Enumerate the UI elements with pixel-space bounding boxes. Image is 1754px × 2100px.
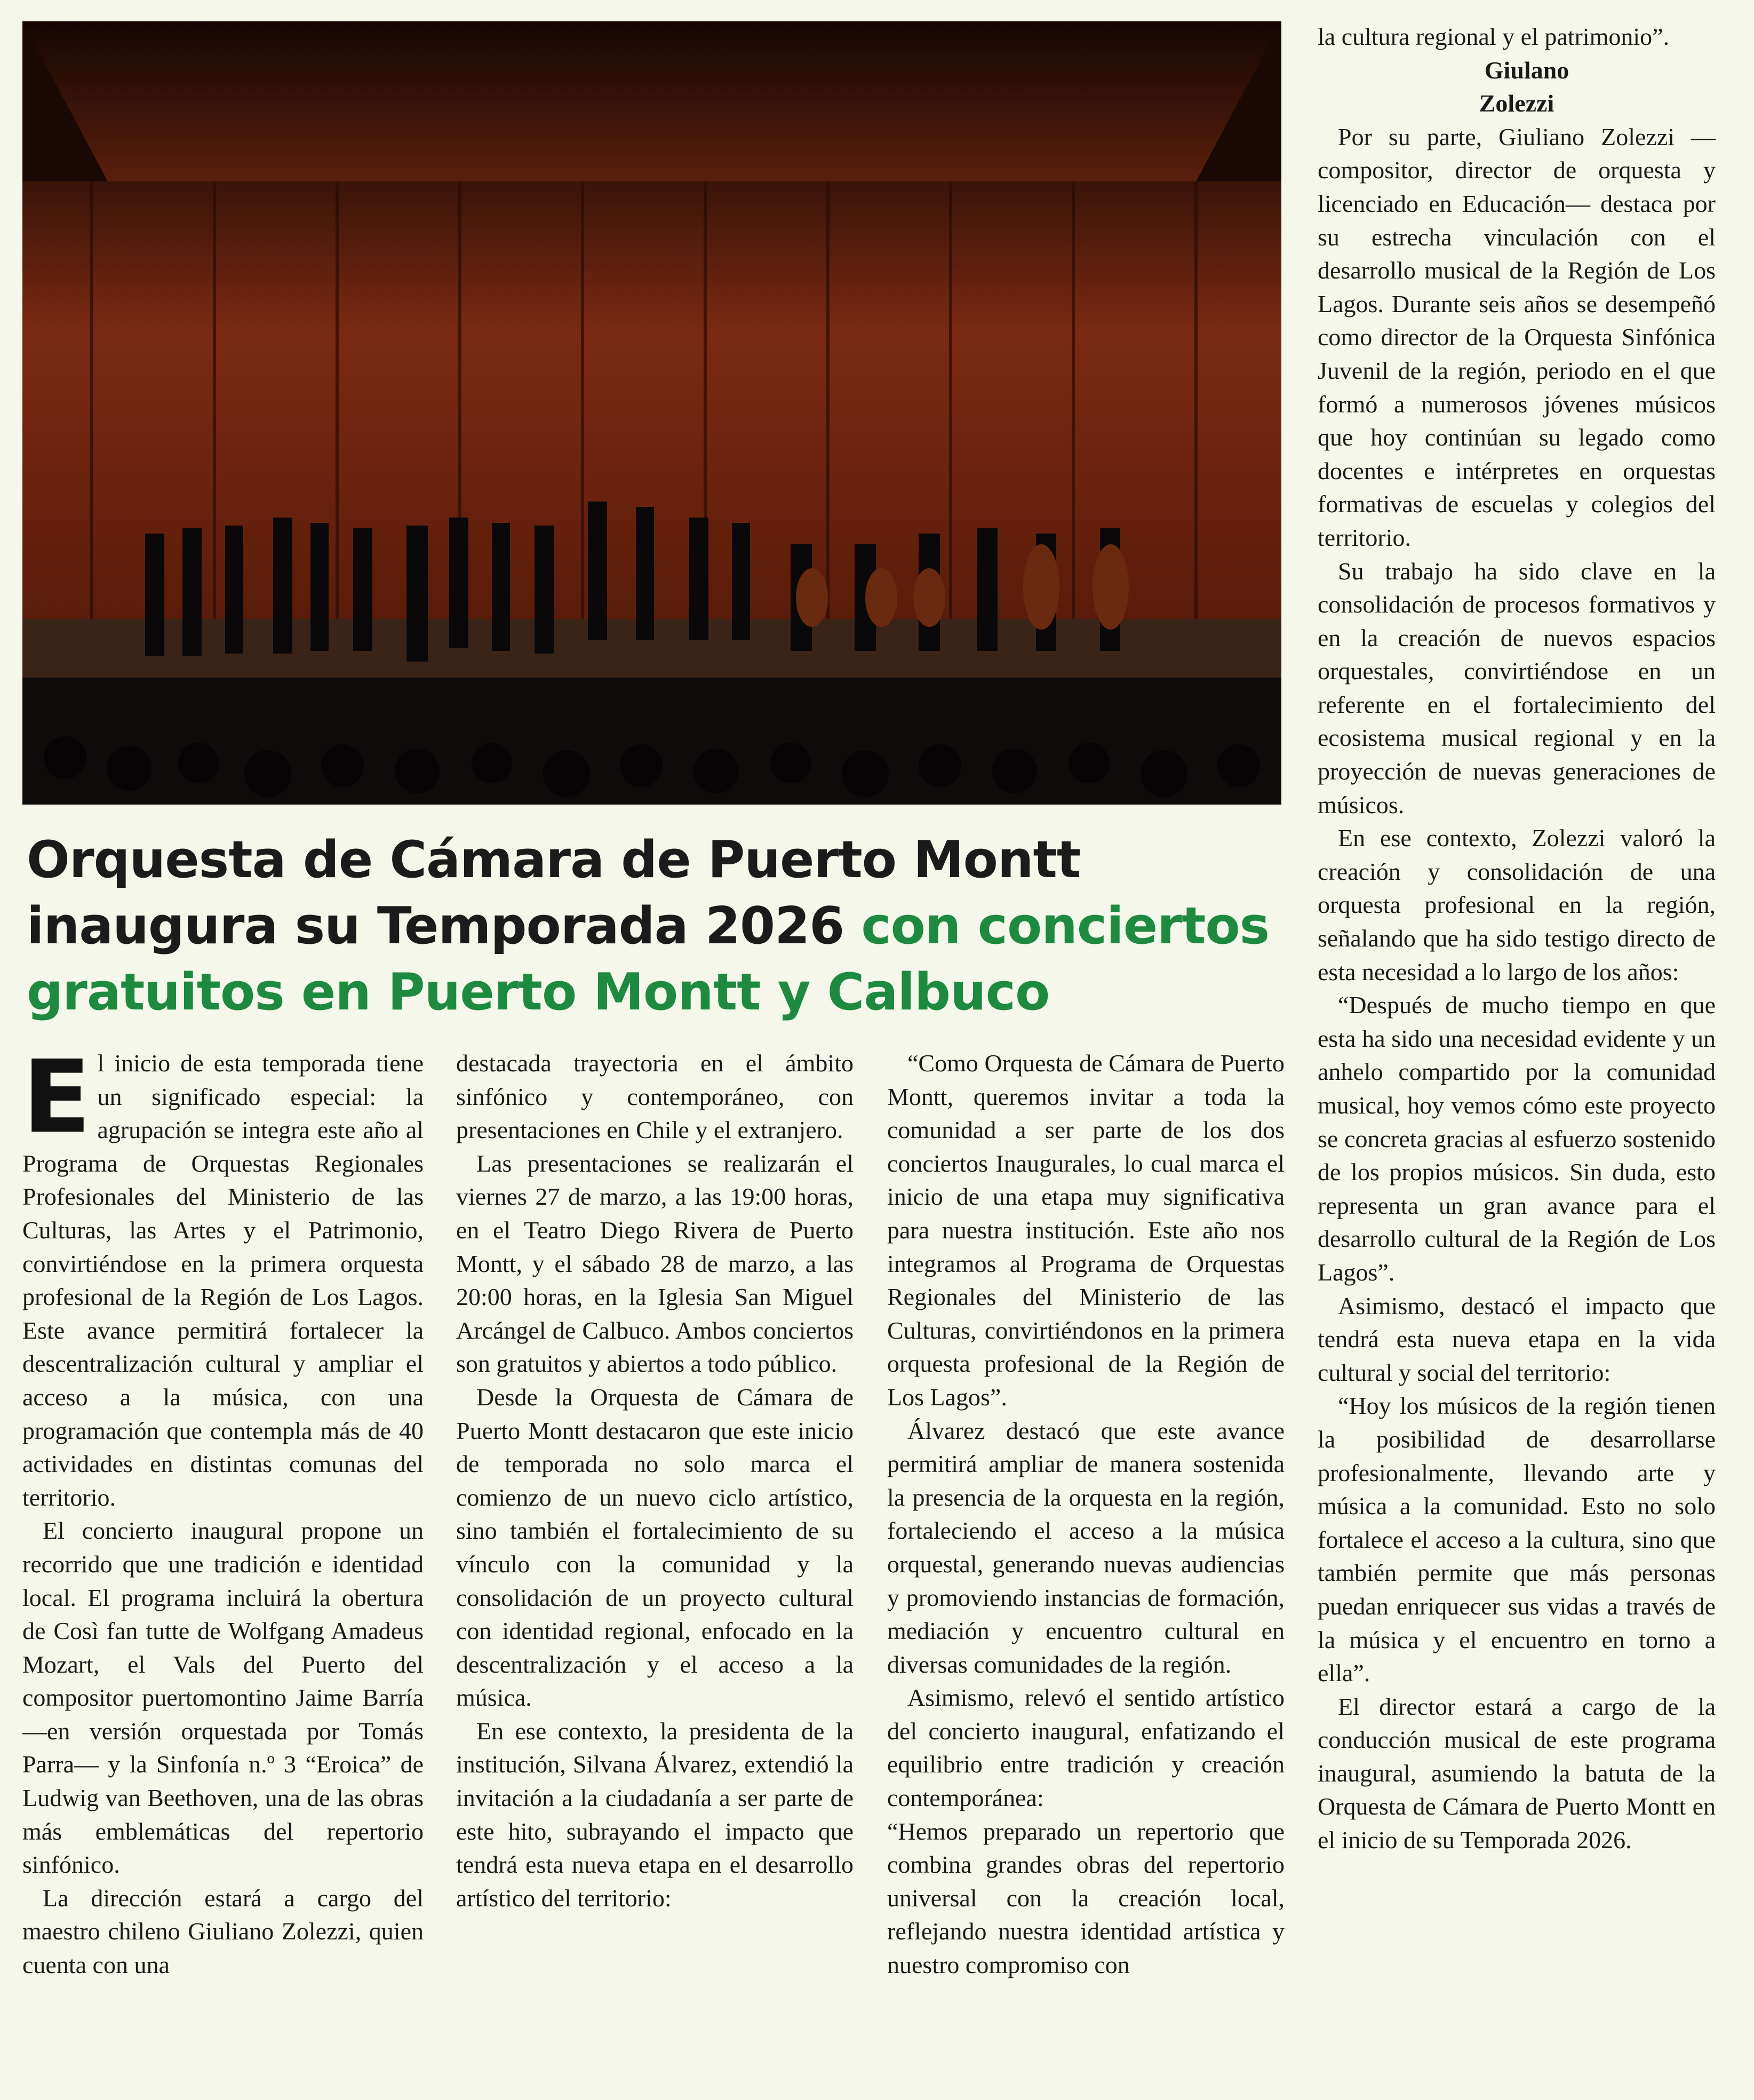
paragraph: La dirección estará a cargo del maestro chileno Giuliano Zolezzi, quien cuenta con una: [22, 1884, 424, 1979]
paragraph: Por su parte, Giuliano Zolezzi —compositor, director de orquesta y licenciado en Educación— destaca por su estrecha vinculación con el desarrollo musical de la Región de Los Lagos. Durante seis años se desempeñó como director de la Orquesta Sinfónica Juvenil de la región, periodo en el que formó a numerosos jóvenes músicos que hoy continúan su legado como docentes e intérpretes en orquestas formativas de escuelas y colegios del territorio.: [1318, 123, 1716, 551]
paragraph: destacada trayectoria en el ámbito sinfónico y contemporáneo, con presentaciones en Chile y el extranjero.: [456, 1049, 854, 1144]
drop-cap: E: [22, 1039, 91, 1156]
article-column-4: [1318, 20, 1716, 1857]
paragraph: “Hoy los músicos de la región tienen la posibilidad de desarrollarse profesionalmente, llevando arte y música a la comunidad. Esto no solo fortalece el acceso a la cultura, sino que también permite que más personas puedan enriquecer sus vidas a través de la música y el encuentro en torno a ella”.: [1318, 1392, 1716, 1687]
paragraph: l inicio de esta temporada tiene un significado especial: la agrupación se integra este año al Programa de Orquestas Regionales Profesionales del Ministerio de las Culturas, las Artes y el Patrimonio, convirtiéndose en la primera orquesta profesional de la Región de Los Lagos. Este avance permitirá fortalecer la descentralización cultural y ampliar el acceso a la música, con una programación que contempla más de 40 actividades en distintas comunas del territorio.: [22, 1049, 424, 1511]
article-column-1: [22, 1039, 424, 1982]
paragraph: “Después de mucho tiempo en que esta ha sido una necesidad evidente y un anhelo compartido por la comunidad musical, hoy vemos cómo este proyecto se concreta gracias al esfuerzo sostenido de los propios músicos. Sin duda, esto representa un gran avance para el desarrollo cultural de la Región de Los Lagos”.: [1318, 991, 1716, 1286]
section-byline: [1318, 54, 1716, 121]
headline-part1: Orquesta de Cámara de Puerto Montt inaugura su Temporada 2026: [27, 831, 1081, 956]
orchestra-stage-photo: [22, 21, 1281, 805]
paragraph: El director estará a cargo de la conducción musical de este programa inaugural, asumiendo la batuta de la Orquesta de Cámara de Puerto Montt en el inicio de su Temporada 2026.: [1318, 1692, 1716, 1854]
paragraph: “Como Orquesta de Cámara de Puerto Montt, queremos invitar a toda la comunidad a ser parte de los dos conciertos Inaugurales, lo cual marca el inicio de una etapa muy significativa para nuestra institución. Este año nos integramos al Programa de Orquestas Regionales del Ministerio de las Culturas, convirtiéndonos en la primera orquesta profesional de la Región de Los Lagos”.: [887, 1049, 1285, 1411]
byline-line-1: Giulano: [1484, 56, 1569, 84]
paragraph: Su trabajo ha sido clave en la consolidación de procesos formativos y en la creación de nuevos espacios orquestales, convirtiéndose en un referente en el fortalecimiento del ecosistema musical regional y en la proyección de nuevas generaciones de músicos.: [1318, 557, 1716, 818]
paragraph: Álvarez destacó que este avance permitirá ampliar de manera sostenida la presencia de la orquesta en la región, fortaleciendo el acceso a la música orquestal, generando nuevas audiencias y promoviendo instancias de formación, mediación y encuentro cultural en diversas comunidades de la región.: [887, 1417, 1285, 1678]
paragraph: En ese contexto, Zolezzi valoró la creación y consolidación de una orquesta profesional en la región, señalando que ha sido testigo directo de esta necesidad a lo largo de los años:: [1318, 824, 1716, 985]
paragraph: la cultura regional y el patrimonio”.: [1318, 23, 1670, 50]
paragraph: El concierto inaugural propone un recorrido que une tradición e identidad local. El programa incluirá la obertura de Così fan tutte de Wolfgang Amadeus Mozart, el Vals del Puerto del compositor puertomontino Jaime Barría —en versión orquestada por Tomás Parra— y la Sinfonía n.º 3 “Eroica” de Ludwig van Beethoven, una de las obras más emblemáticas del repertorio sinfónico.: [22, 1517, 424, 1879]
headline: [27, 827, 1286, 1025]
paragraph: Asimismo, relevó el sentido artístico del concierto inaugural, enfatizando el equilibrio entre tradición y creación contemporánea:: [887, 1684, 1285, 1812]
headline-part2: con conciertos gratuitos en Puerto Montt y Calbuco: [27, 897, 1270, 1022]
article-column-2: [456, 1047, 854, 1915]
orchestra-stage-photo-icon: [22, 21, 1281, 805]
paragraph: Desde la Orquesta de Cámara de Puerto Montt destacaron que este inicio de temporada no solo marca el comienzo de un nuevo ciclo artístico, sino también el fortalecimiento de su vínculo con la comunidad y la consolidación de un proyecto cultural con identidad regional, enfocado en la descentralización y el acceso a la música.: [456, 1383, 854, 1712]
paragraph: “Hemos preparado un repertorio que combina grandes obras del repertorio universal con la creación local, reflejando nuestra identidad artística y nuestro compromiso con: [887, 1817, 1285, 1979]
byline-line-2: Zolezzi: [1479, 90, 1554, 117]
article-column-3: [887, 1047, 1285, 1982]
paragraph: Las presentaciones se realizarán el viernes 27 de marzo, a las 19:00 horas, en el Teatro Diego Rivera de Puerto Montt, y el sábado 28 de marzo, a las 20:00 horas, en la Iglesia San Miguel Arcángel de Calbuco. Ambos conciertos son gratuitos y abiertos a todo público.: [456, 1149, 854, 1378]
paragraph: Asimismo, destacó el impacto que tendrá esta nueva etapa en la vida cultural y social del territorio:: [1318, 1292, 1716, 1386]
paragraph: En ese contexto, la presidenta de la institución, Silvana Álvarez, extendió la invitación a la ciudadanía a ser parte de este hito, subrayando el impacto que tendrá esta nueva etapa en el desarrollo artístico del territorio:: [456, 1717, 854, 1912]
